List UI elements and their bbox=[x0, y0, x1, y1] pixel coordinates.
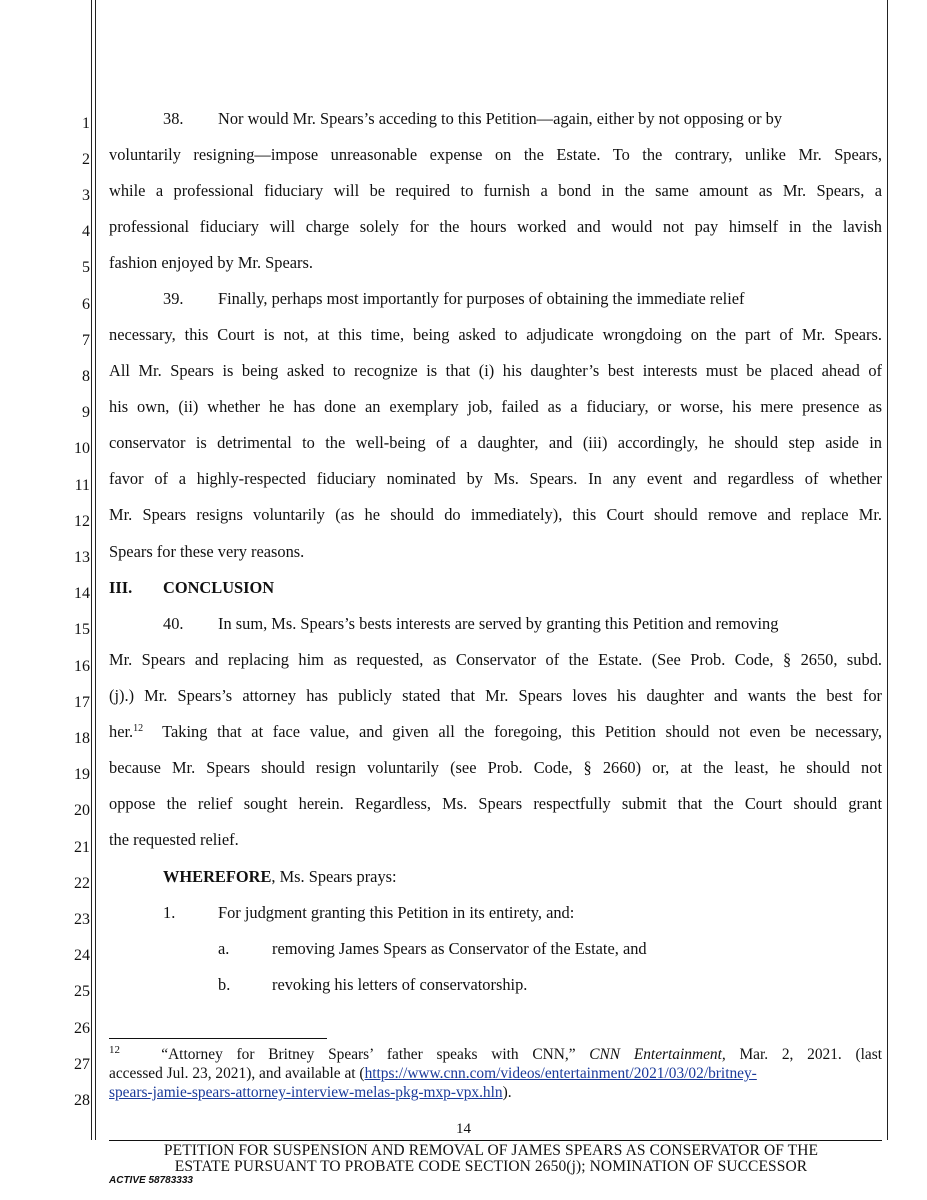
line-number: 25 bbox=[74, 983, 90, 1000]
paragraph-number: 38. bbox=[163, 109, 184, 128]
prayer-subitem-letter: b. bbox=[218, 975, 231, 994]
paragraph-line: All Mr. Spears is being asked to recognize is that (i) his daughter’s best interests must be placed ahead of bbox=[109, 361, 882, 380]
line-number: 8 bbox=[82, 368, 90, 385]
wherefore-label: WHEREFORE bbox=[163, 867, 272, 886]
paragraph-number: 39. bbox=[163, 289, 184, 308]
wherefore-text: , Ms. Spears prays: bbox=[271, 867, 397, 886]
prayer-item-text: For judgment granting this Petition in its entirety, and: bbox=[218, 903, 575, 922]
line-number: 12 bbox=[74, 513, 90, 530]
footnote-marker: 12 bbox=[109, 1044, 120, 1056]
line-number: 7 bbox=[82, 332, 90, 349]
paragraph-line: fashion enjoyed by Mr. Spears. bbox=[109, 253, 313, 272]
footnote-text: ). bbox=[502, 1084, 512, 1101]
paragraph-line: Mr. Spears resigns voluntarily (as he should do immediately), this Court should remove and replace Mr. bbox=[109, 505, 882, 524]
line-number: 28 bbox=[74, 1092, 90, 1109]
section-number: III. bbox=[109, 578, 133, 597]
paragraph-number: 40. bbox=[163, 614, 184, 633]
line-number: 3 bbox=[82, 187, 90, 204]
paragraph-text: Nor would Mr. Spears’s acceding to this Petition—again, either by not opposing or by bbox=[218, 109, 783, 128]
paragraph-line: the requested relief. bbox=[109, 830, 239, 849]
footnote-url-link[interactable]: https://www.cnn.com/videos/entertainment/2021/03/02/britney- bbox=[364, 1065, 757, 1082]
line-number: 13 bbox=[74, 549, 90, 566]
prayer-item-number: 1. bbox=[163, 903, 176, 922]
margin-rule-right bbox=[887, 0, 888, 1140]
footnote-text: “Attorney for Britney Spears’ father speaks with CNN,” bbox=[161, 1046, 590, 1063]
footer-caption-line: PETITION FOR SUSPENSION AND REMOVAL OF JAMES SPEARS AS CONSERVATOR OF THE bbox=[163, 1142, 819, 1159]
footnote-separator bbox=[109, 1038, 327, 1039]
paragraph-line: favor of a highly-respected fiduciary nominated by Ms. Spears. In any event and regardless of whether bbox=[109, 469, 882, 488]
line-number: 27 bbox=[74, 1056, 90, 1073]
footnote-text: accessed Jul. 23, 2021), and available at ( bbox=[109, 1065, 365, 1082]
footnote-source: CNN Entertainment, bbox=[589, 1046, 726, 1063]
paragraph-line: his own, (ii) whether he has done an exemplary job, failed as a fiduciary, or worse, his mere presence as bbox=[109, 397, 882, 416]
paragraph-line: while a professional fiduciary will be required to furnish a bond in the same amount as Mr. Spears, a bbox=[109, 181, 882, 200]
margin-rule-left-outer bbox=[91, 0, 92, 1140]
line-number: 10 bbox=[74, 440, 90, 457]
section-title: CONCLUSION bbox=[163, 578, 275, 597]
line-number: 18 bbox=[74, 730, 90, 747]
footnote-text: Mar. 2, 2021. (last bbox=[725, 1046, 883, 1063]
paragraph-text: Taking that at face value, and given all the foregoing, this Petition should not even be necessary, bbox=[143, 722, 882, 741]
line-number: 6 bbox=[82, 296, 90, 313]
line-number: 15 bbox=[74, 621, 90, 638]
line-number: 17 bbox=[74, 694, 90, 711]
line-number: 5 bbox=[82, 259, 90, 276]
line-number: 22 bbox=[74, 875, 90, 892]
line-number: 19 bbox=[74, 766, 90, 783]
paragraph-text: Finally, perhaps most importantly for purposes of obtaining the immediate relief bbox=[218, 289, 745, 308]
line-number: 4 bbox=[82, 223, 90, 240]
line-number: 20 bbox=[74, 802, 90, 819]
line-number: 16 bbox=[74, 658, 90, 675]
footnote-line bbox=[109, 1084, 882, 1102]
margin-rule-left-inner bbox=[95, 0, 96, 1140]
document-id: ACTIVE 58783333 bbox=[109, 1175, 193, 1186]
paragraph-text: In sum, Ms. Spears’s bests interests are served by granting this Petition and removing bbox=[218, 614, 779, 633]
paragraph-line: conservator is detrimental to the well-being of a daughter, and (iii) accordingly, he should step aside in bbox=[109, 433, 882, 452]
line-number: 21 bbox=[74, 839, 90, 856]
footnote-reference: 12 bbox=[133, 723, 144, 734]
line-number: 11 bbox=[74, 477, 90, 494]
footer-rule-top bbox=[109, 1140, 882, 1141]
footnote-url-link[interactable]: spears-jamie-spears-attorney-interview-melas-pkg-mxp-vpx.hln bbox=[109, 1084, 503, 1101]
paragraph-line: oppose the relief sought herein. Regardless, Ms. Spears respectfully submit that the Court should grant bbox=[109, 794, 882, 813]
paragraph-line: professional fiduciary will charge solely for the hours worked and would not pay himself in the lavish bbox=[109, 217, 882, 236]
paragraph-line: Mr. Spears and replacing him as requested, as Conservator of the Estate. (See Prob. Code, § 2650, subd. bbox=[109, 650, 882, 669]
prayer-subitem-text: revoking his letters of conservatorship. bbox=[272, 975, 528, 994]
line-number: 2 bbox=[82, 151, 90, 168]
page-number: 14 bbox=[456, 1121, 471, 1137]
line-number: 1 bbox=[82, 115, 90, 132]
line-number: 9 bbox=[82, 404, 90, 421]
footnote-line bbox=[109, 1065, 882, 1083]
paragraph-line: Spears for these very reasons. bbox=[109, 542, 305, 561]
prayer-subitem-text: removing James Spears as Conservator of the Estate, and bbox=[272, 939, 647, 958]
paragraph-line: necessary, this Court is not, at this time, being asked to adjudicate wrongdoing on the part of Mr. Spears. bbox=[109, 325, 882, 344]
footnote-line bbox=[109, 1046, 882, 1064]
line-number: 26 bbox=[74, 1020, 90, 1037]
line-number: 14 bbox=[74, 585, 90, 602]
footer-caption-line: ESTATE PURSUANT TO PROBATE CODE SECTION 2650(j); NOMINATION OF SUCCESSOR bbox=[174, 1158, 808, 1175]
line-number: 23 bbox=[74, 911, 90, 928]
paragraph-line: (j).) Mr. Spears’s attorney has publicly stated that Mr. Spears loves his daughter and wants the best for bbox=[109, 686, 882, 705]
paragraph-line: voluntarily resigning—impose unreasonable expense on the Estate. To the contrary, unlike Mr. Spears, bbox=[109, 145, 882, 164]
prayer-subitem-letter: a. bbox=[218, 939, 230, 958]
paragraph-line: because Mr. Spears should resign voluntarily (see Prob. Code, § 2660) or, at the least, he should not bbox=[109, 758, 882, 777]
paragraph-line bbox=[109, 722, 882, 742]
paragraph-text: her. bbox=[109, 722, 134, 741]
line-number: 24 bbox=[74, 947, 90, 964]
